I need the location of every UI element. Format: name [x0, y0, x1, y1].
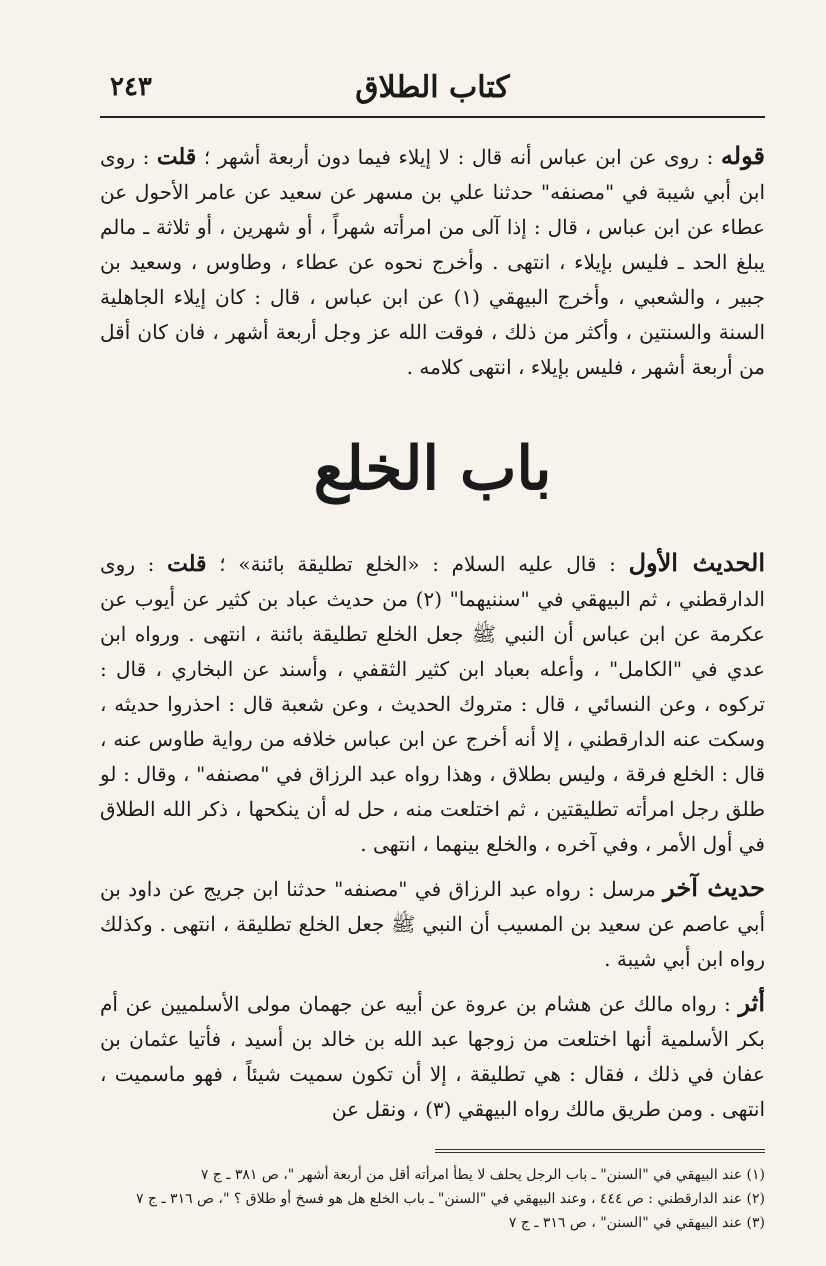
- page-number: ٢٤٣: [110, 72, 152, 102]
- footnotes: [100, 1163, 765, 1235]
- footnote: (٣) عند البيهقي في "السنن" ، ص ٣١٦ ـ ج ٧: [508, 1215, 765, 1231]
- qult-marker: قلت: [156, 144, 197, 170]
- paragraph-text: : روى عن ابن عباس أنه قال : لا إيلاء فيما دون أربعة أشهر ؛: [196, 145, 721, 169]
- paragraph-lead: أثر: [738, 988, 765, 1017]
- chapter-title: باب الخلع: [313, 434, 552, 504]
- paragraph-another-hadith: [100, 870, 765, 977]
- paragraph-text: مرسل : رواه عبد الرزاق في "مصنفه" حدثنا ابن جريج عن داود بن أبي عاصم عن سعيد بن المسيب أن النبي ﷺ جعل الخلع تطليقة ، انتهى . وكذلك رواه ابن أبي شيبة .: [100, 877, 765, 971]
- paragraph-lead: قوله: [720, 141, 765, 170]
- paragraph-first-hadith: [100, 545, 765, 862]
- paragraph-qawluhu: [100, 138, 765, 385]
- paragraph-text: : رواه مالك عن هشام بن عروة عن أبيه عن جهمان مولى الأسلميين عن أم بكر الأسلمية أنها اختلعت من زوجها عبد الله بن خالد بن أسيد ، فأتيا عثمان بن عفان في ذلك ، فقال : هي تطليقة ، إلا أن تكون سميت شيئاً ، فهو ماسميت ، انتهى . ومن طريق مالك رواه البيهقي (٣) ، ونقل عن: [100, 992, 765, 1121]
- paragraph-athar: [100, 985, 765, 1127]
- paragraph-lead: الحديث الأول: [628, 548, 765, 577]
- document-page: [100, 60, 765, 1231]
- footnote: (١) عند البيهقي في "السنن" ـ باب الرجل يحلف لا يطأ امرأته أقل من أربعة أشهر "، ص ٣٨١ ـ ج ٧: [200, 1167, 765, 1183]
- paragraph-text: : روى ابن أبي شيبة في "مصنفه" حدثنا علي بن مسهر عن سعيد عن عامر الأحول عن عطاء عن ابن عباس ، قال : إذا آلى من امرأته شهراً ، أو شهرين ، أو ثلاثة ـ مالم يبلغ الحد ـ فليس بإيلاء ، انتهى . وأخرج نحوه عن عطاء ، وطاوس ، وسعيد بن جبير ، والشعبي ، وأخرج البيهقي (١) عن ابن عباس ، قال : كان إيلاء الجاهلية السنة والسنتين ، وأكثر من ذلك ، فوقت الله عز وجل أربعة أشهر ، فان كان أقل من أربعة أشهر ، فليس بإيلاء ، انتهى كلامه .: [100, 145, 765, 379]
- footnote-divider: [435, 1149, 765, 1153]
- running-title: كتاب الطلاق: [355, 70, 510, 105]
- footnote: (٢) عند الدارقطني : ص ٤٤٤ ، وعند البيهقي في "السنن" ـ باب الخلع هل هو فسخ أو طلاق ؟ "، ص ٣١٦ ـ ج ٧: [136, 1191, 765, 1207]
- qult-marker: قلت: [167, 551, 207, 577]
- paragraph-text: : قال عليه السلام : «الخلع تطليقة بائنة» ؛: [206, 552, 629, 576]
- page-header: [100, 60, 765, 118]
- paragraph-lead: حديث آخر: [663, 873, 765, 902]
- paragraph-text: : روى الدارقطني ، ثم البيهقي في "سننيهما" (٢) من حديث عباد بن كثير عن أيوب عن عكرمة عن ابن عباس أن النبي ﷺ جعل الخلع تطليقة بائنة ، انتهى . ورواه ابن عدي في "الكامل" ، وأعله بعباد ابن كثير الثقفي ، وأسند عن البخاري ، قال : تركوه ، وعن النسائي ، قال : متروك الحديث ، وعن شعبة قال : احذروا حديثه ، وسكت عنه الدارقطني ، إلا أنه أخرج عن ابن عباس خلافه من رواية طاوس عنه ، قال : الخلع فرقة ، وليس بطلاق ، وهذا رواه عبد الرزاق في "مصنفه" ، وقال : لو طلق رجل امرأته تطليقتين ، ثم اختلعت منه ، حل له أن ينكحها ، ذكر الله الطلاق في أول الأمر ، وفي آخره ، والخلع بينهما ، انتهى .: [100, 552, 765, 856]
